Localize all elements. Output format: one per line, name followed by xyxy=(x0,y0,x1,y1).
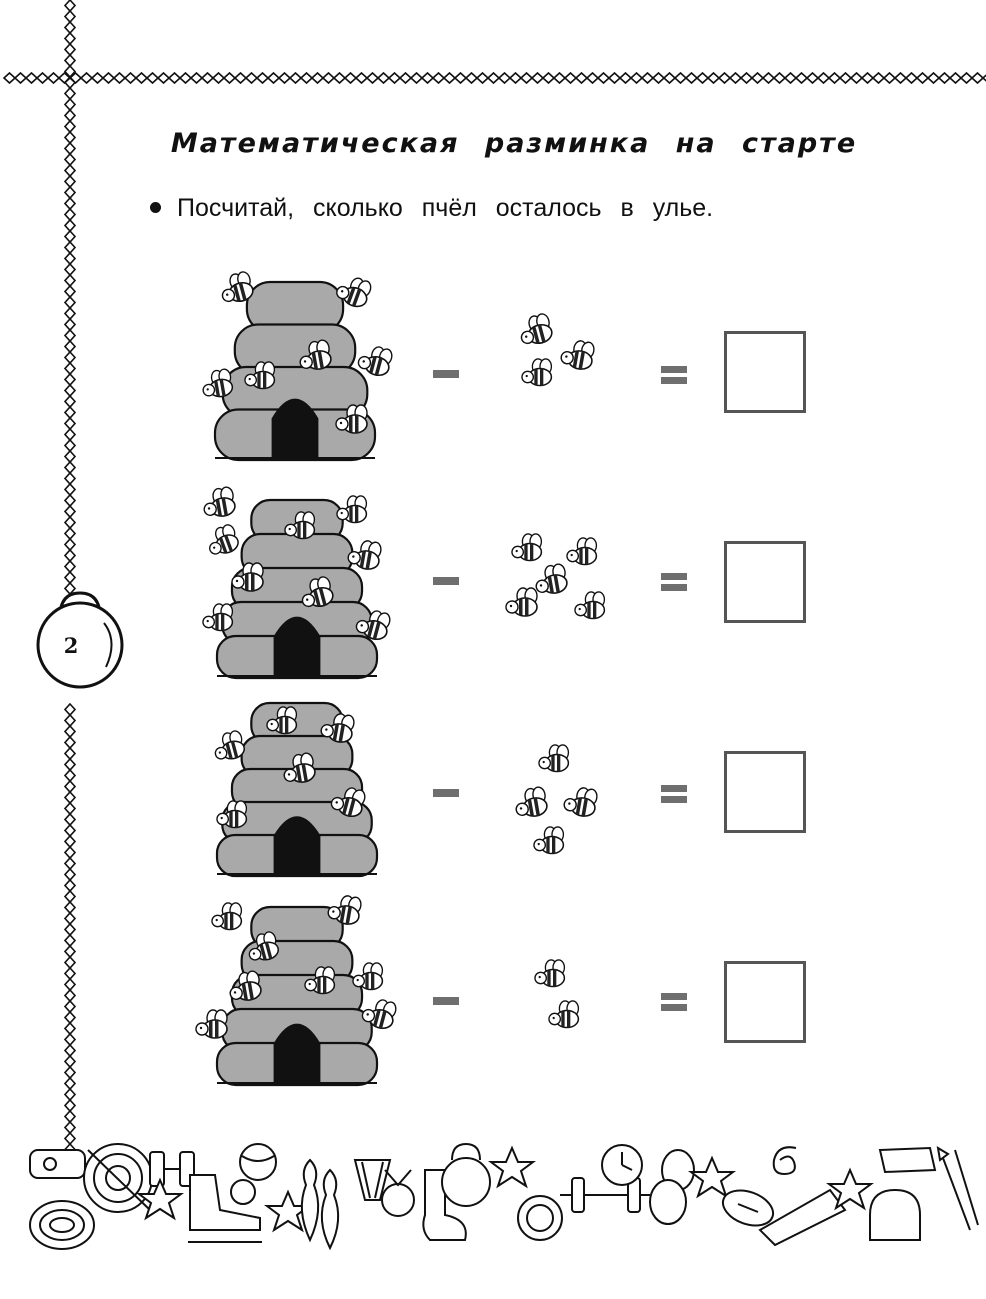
bee-icon xyxy=(196,1010,227,1038)
exercise-row xyxy=(195,482,795,682)
bee-icon xyxy=(512,534,541,561)
page-number: 2 xyxy=(63,633,79,658)
ball-icon xyxy=(240,1144,276,1180)
bee-icon xyxy=(203,604,232,631)
ball-icon xyxy=(231,1180,255,1204)
page-title: Математическая разминка на старте xyxy=(170,128,858,159)
exercise-row xyxy=(195,895,795,1095)
pennant-icon xyxy=(880,1148,935,1172)
bowling-pin-icon xyxy=(302,1160,318,1240)
equals-sign xyxy=(661,785,687,803)
answer-box[interactable] xyxy=(724,541,806,623)
dumbbell-icon xyxy=(150,1152,194,1186)
bee-icon xyxy=(217,801,246,828)
boxing-glove-icon xyxy=(870,1190,920,1240)
bee-icon xyxy=(204,523,241,558)
minus-sign xyxy=(433,789,459,797)
dart-icon xyxy=(955,1150,978,1225)
bee-icon xyxy=(347,538,382,571)
dart-icon xyxy=(938,1148,970,1230)
bowling-pin-icon xyxy=(322,1170,338,1248)
answer-box[interactable] xyxy=(724,331,806,413)
equals-sign xyxy=(661,573,687,591)
bee-icon xyxy=(201,486,236,519)
bee-icon xyxy=(534,827,563,854)
target-icon xyxy=(84,1144,152,1212)
kettlebell-icon xyxy=(442,1144,490,1206)
bee-icon xyxy=(533,563,568,596)
bee-icon xyxy=(517,313,554,348)
goggles-icon xyxy=(650,1150,694,1224)
bee-icon xyxy=(232,563,263,591)
swirl-icon xyxy=(774,1147,796,1174)
star-icon xyxy=(491,1148,533,1186)
bee-icon xyxy=(353,963,382,990)
bee-icon xyxy=(560,338,595,371)
bullet-icon xyxy=(150,202,161,213)
bee-icon xyxy=(356,343,393,378)
answer-box[interactable] xyxy=(724,961,806,1043)
star-icon xyxy=(691,1158,733,1196)
task-instruction xyxy=(150,194,713,223)
equals-sign xyxy=(661,993,687,1011)
bee-icon xyxy=(563,785,598,818)
stopwatch-icon xyxy=(602,1145,642,1185)
bee-icon xyxy=(549,1001,578,1028)
exercise-row xyxy=(195,262,795,462)
bee-icon xyxy=(513,786,548,819)
whistle-icon xyxy=(30,1150,85,1178)
bee-icon xyxy=(575,592,604,619)
minus-sign xyxy=(433,997,459,1005)
answer-box[interactable] xyxy=(724,751,806,833)
bee-icon xyxy=(567,538,596,565)
instruction-text: Посчитай, сколько пчёл осталось в улье. xyxy=(177,194,714,222)
bee-icon xyxy=(337,496,366,523)
bee-icon xyxy=(539,745,568,772)
bee-icon xyxy=(522,359,551,386)
exercise-row xyxy=(195,695,795,895)
equals-sign xyxy=(661,366,687,384)
minus-sign xyxy=(433,577,459,585)
bee-icon xyxy=(535,960,564,987)
barbell-icon xyxy=(560,1178,650,1212)
rope-coil-icon xyxy=(30,1201,94,1249)
award-rosette-icon xyxy=(518,1196,562,1240)
bee-icon xyxy=(506,588,537,616)
bee-icon xyxy=(212,903,241,930)
minus-sign xyxy=(433,370,459,378)
sports-doodle-footer xyxy=(0,1130,986,1270)
